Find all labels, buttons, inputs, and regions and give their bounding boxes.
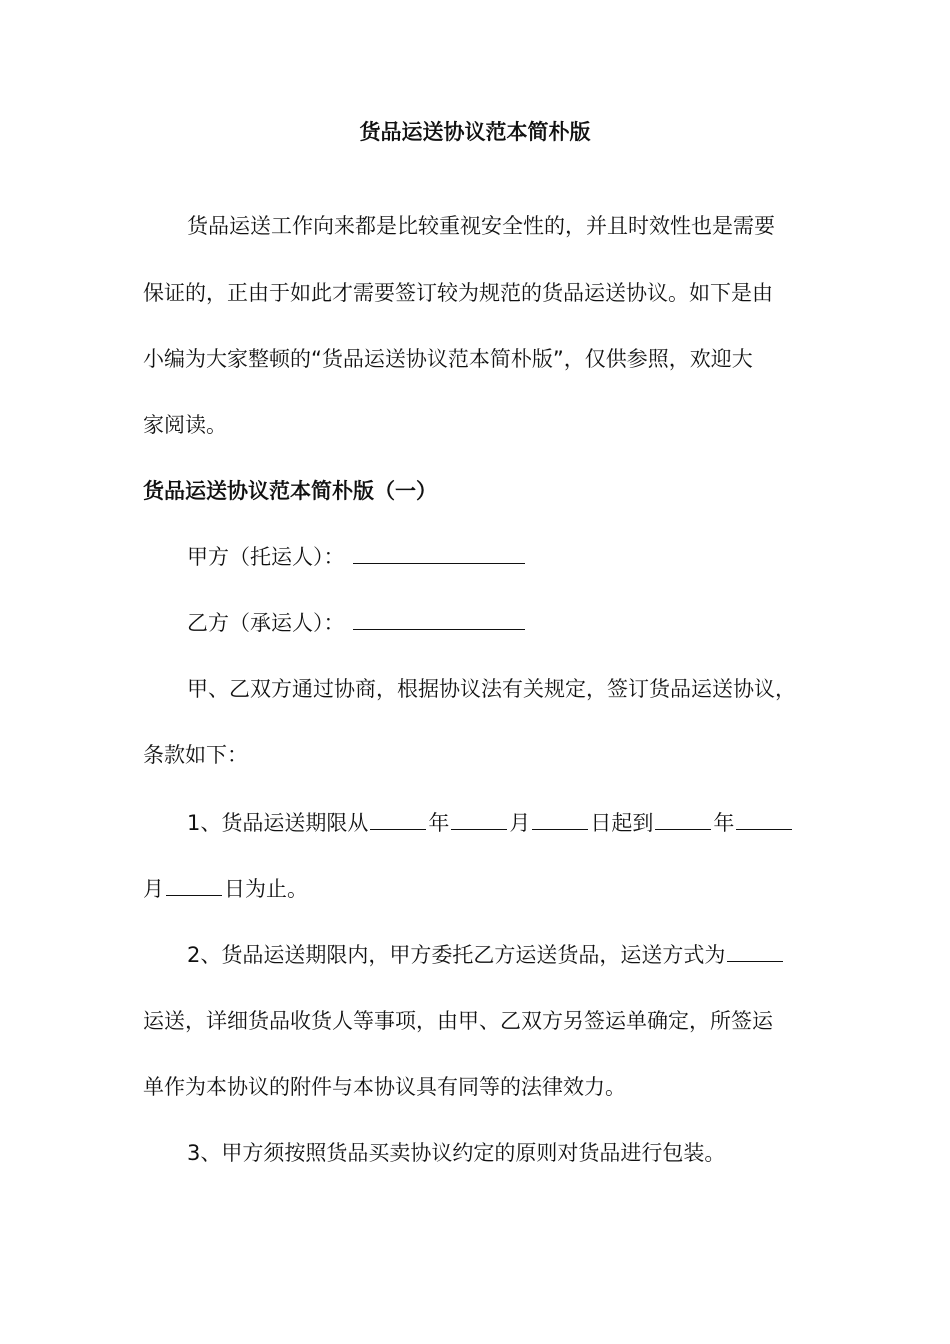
month-label: 月 <box>143 877 164 901</box>
month-label: 月 <box>509 811 531 835</box>
year-label: 年 <box>713 811 735 835</box>
document-title: 货品运送协议范本简朴版 <box>359 120 591 144</box>
party-b-blank <box>353 605 525 630</box>
party-a-label: 甲方（托运人）： <box>187 545 345 569</box>
party-a-row <box>187 537 527 577</box>
end-year-blank <box>655 805 711 830</box>
party-b-label: 乙方（承运人）： <box>187 611 345 635</box>
start-year-blank <box>370 805 426 830</box>
clause-1-line-1 <box>187 803 794 843</box>
party-a-blank <box>353 539 525 564</box>
intro-line-2: 保证的，正由于如此才需要签订较为规范的货品运送协议。如下是由 <box>143 281 773 305</box>
clause-2-line-3: 单作为本协议的附件与本协议具有同等的法律效力。 <box>143 1075 626 1099</box>
clause-2-line-2: 运送，详细货品收货人等事项，由甲、乙双方另签运单确定，所签运 <box>143 1009 773 1033</box>
start-day-blank <box>532 805 588 830</box>
transport-mode-blank <box>727 937 783 962</box>
intro-line-3: 小编为大家整顿的“货品运送协议范本简朴版”，仅供参照，欢迎大 <box>143 347 753 371</box>
day-end-label: 日为止。 <box>224 877 308 901</box>
clause-2-text: 2、货品运送期限内，甲方委托乙方运送货品，运送方式为 <box>187 943 726 967</box>
year-label: 年 <box>428 811 450 835</box>
preamble-line-1: 甲、乙双方通过协商，根据协议法有关规定，签订货品运送协议， <box>187 677 796 701</box>
day-start-label: 日起到 <box>590 811 654 835</box>
intro-line-1: 货品运送工作向来都是比较重视安全性的，并且时效性也是需要 <box>187 214 775 238</box>
clause-1-text: 1、货品运送期限从 <box>187 811 369 835</box>
clause-3-line-1: 3、甲方须按照货品买卖协议约定的原则对货品进行包装。 <box>187 1141 726 1165</box>
end-day-blank <box>166 871 222 896</box>
preamble-line-2: 条款如下： <box>143 743 248 767</box>
section-heading: 货品运送协议范本简朴版（一） <box>143 479 437 503</box>
party-b-row <box>187 603 527 643</box>
end-month-blank <box>736 805 792 830</box>
clause-2-line-1 <box>187 935 785 975</box>
intro-line-4: 家阅读。 <box>143 413 227 437</box>
start-month-blank <box>451 805 507 830</box>
clause-1-line-2 <box>143 869 308 909</box>
